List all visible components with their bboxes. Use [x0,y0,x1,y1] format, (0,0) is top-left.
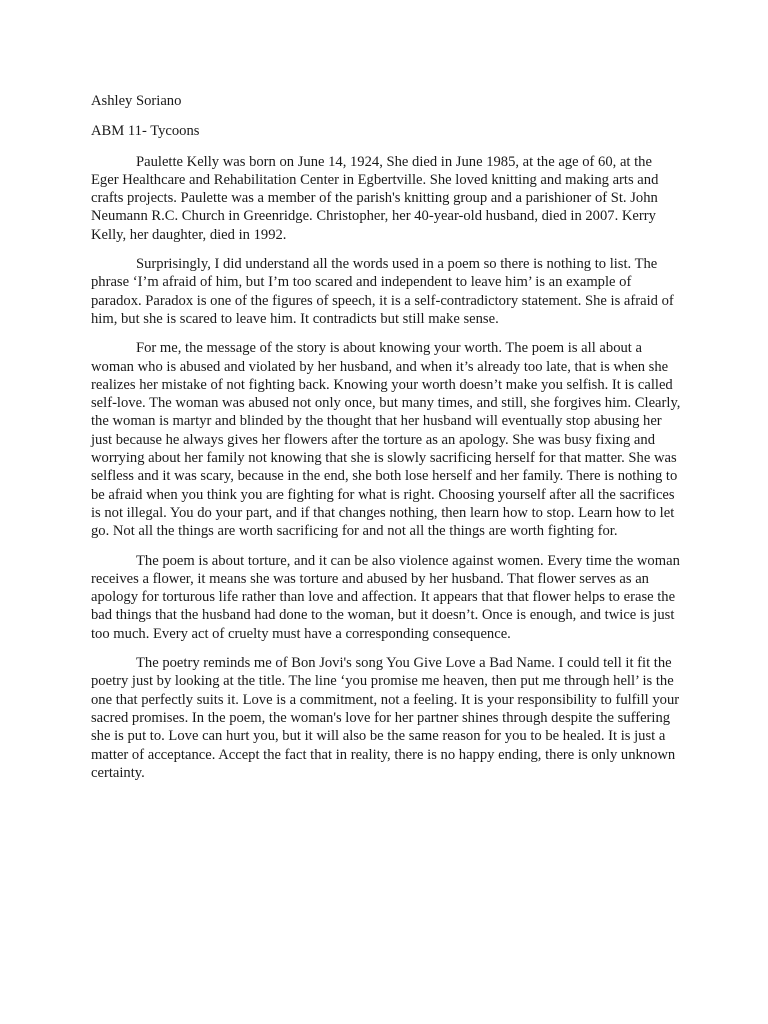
class-section: ABM 11- Tycoons [91,123,200,140]
paragraph-message: For me, the message of the story is about knowing your worth. The poem is all about a woman who is abused and violated by her husband, and when it’s already too late, that is when she realizes her mistake of not fighting back. Knowing your worth doesn’t make you selfish. It is called self-love. The woman was abused not only once, but many times, and still, she forgives him. Clearly, the woman is martyr and blinded by the thought that her husband will eventually stop abusing her just because he always gives her flowers after the torture as an apology. She was busy fixing and worrying about her family not knowing that she is slowly sacrificing herself for that matter. She was selfless and it was scary, because in the end, she both lose herself and her family. There is nothing to be afraid when you think you are fighting for what is right. Choosing yourself after all the sacrifices is not illegal. You do your part, and if that changes nothing, then learn how to stop. Learn how to let go. Not all the things are worth sacrificing for and not all the things are worth fighting for. [91,340,681,540]
paragraph-song-connection: The poetry reminds me of Bon Jovi's song You Give Love a Bad Name. I could tell it fit the poetry just by looking at the title. The line ‘you promise me heaven, then put me through hell’ is the one that perfectly suits it. Love is a commitment, not a feeling. It is your responsibility to fulfill your sacred promises. In the poem, the woman's love for her partner shines through despite the suffering she is put to. Love can hurt you, but it will also be the same reason for you to be healed. It is just a matter of acceptance. Accept the fact that in reality, there is no happy ending, there is only unknown certainty. [91,655,680,781]
paragraph-theme: The poem is about torture, and it can be also violence against women. Every time the woman receives a flower, it means she was torture and abused by her husband. That flower serves as an apology for torturous life rather than love and affection. It appears that that flower helps to erase the bad things that the husband had done to the woman, but it doesn’t. Once is enough, and twice is just too much. Every act of cruelty must have a corresponding consequence. [91,552,680,642]
document-body [91,92,683,793]
paragraph-biography: Paulette Kelly was born on June 14, 1924, She died in June 1985, at the age of 60, at the Eger Healthcare and Rehabilitation Center in Egbertville. She loved knitting and making arts and crafts projects. Paulette was a member of the parish's knitting group and a parishioner of St. John Neumann R.C. Church in Greenridge. Christopher, her 40-year-old husband, died in 2007. Kerry Kelly, her daughter, died in 1992. [91,153,659,243]
paragraph-vocabulary: Surprisingly, I did understand all the words used in a poem so there is nothing to list. The phrase ‘I’m afraid of him, but I’m too scared and independent to leave him’ is an example of paradox. Paradox is one of the figures of speech, it is a self-contradictory statement. She is afraid of him, but she is scared to leave him. It contradicts but still make sense. [91,256,674,327]
author-name: Ashley Soriano [91,93,182,109]
